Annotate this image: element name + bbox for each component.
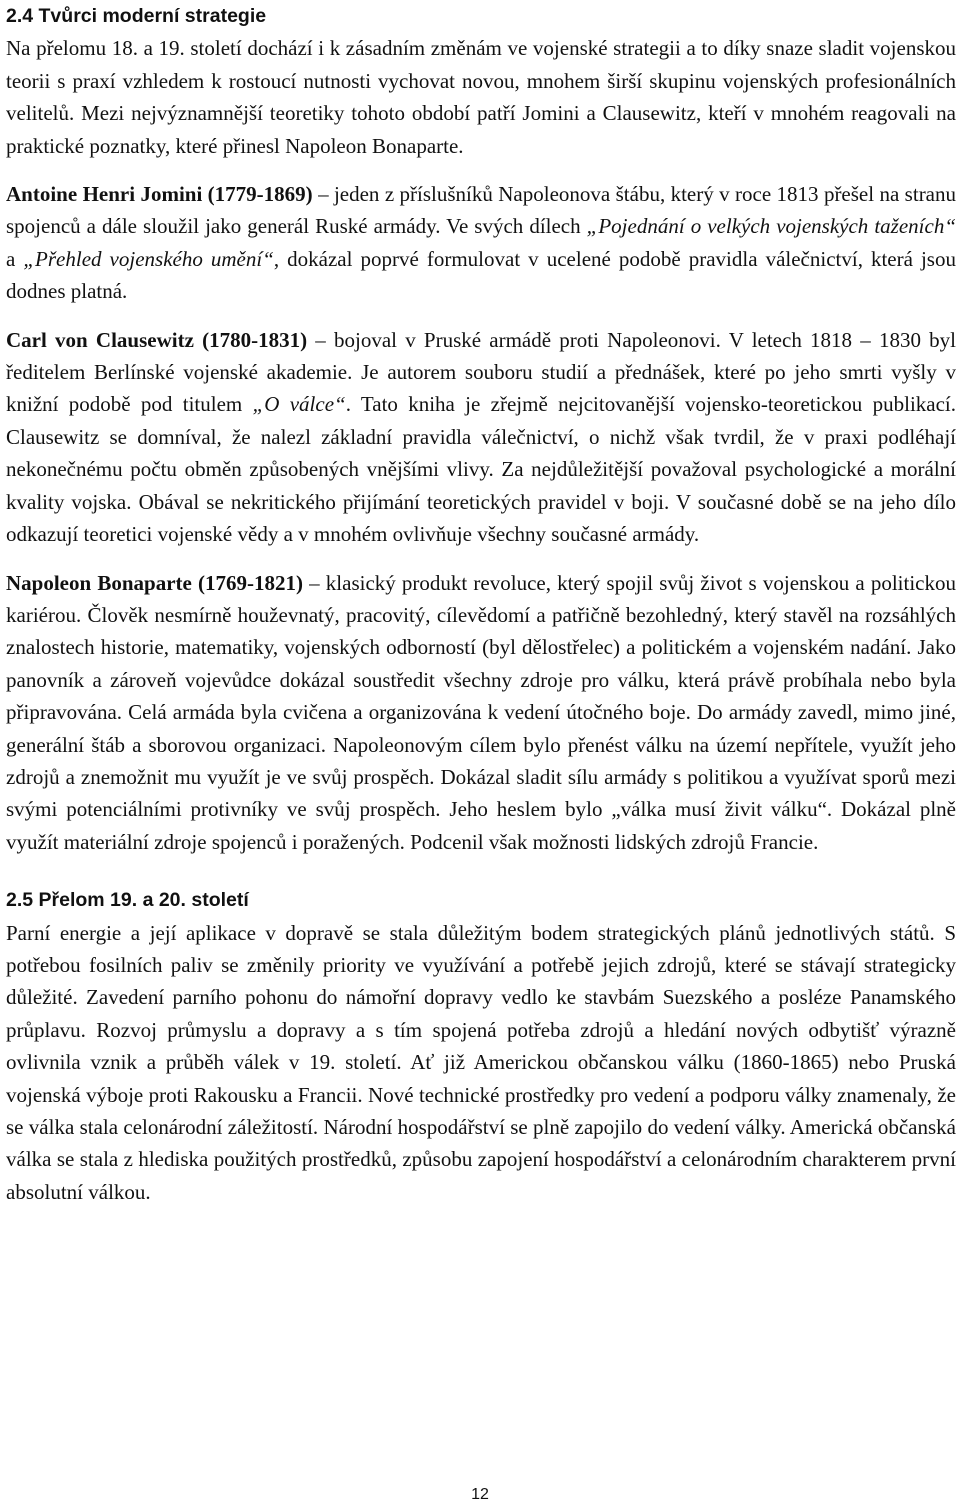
jomini-paragraph bbox=[6, 178, 956, 308]
jomini-text-1: – jeden z příslušníků Napoleonova štábu, který v roce 1813 přešel na stranu spojenců a dále sloužil jako generál Ruské armády. Ve svých dílech bbox=[6, 182, 957, 239]
clausewitz-text-2: . Tato kniha je zřejmě nejcitovanější vojensko-teoretickou publikací. Clausewitz se domníval, že nalezl základní pravidla válečnictví, o nichž však tvrdil, že v praxi podléhají nekonečnému počtu obměn způsobených vnějšími vlivy. Za nejdůležitější považoval psychologické a morální kvality vojska. Obával se nekritického přijímání teoretických pravidel v boji. V současné době se na jeho dílo odkazují teoretici vojenské vědy a v mnohém ovlivňuje všechny současné armády. bbox=[6, 392, 957, 547]
section-2-5-paragraph: Parní energie a její aplikace v dopravě se stala důležitým bodem strategických plánů jednotlivých států. S potřebou fosilních paliv se změnily priority ve využívání a potřebě jejich zdrojů, které se stávají strategicky důležité. Zavedení parního pohonu do námořní dopravy vedlo ke stavbám Suezského a posléze Panamského průplavu. Rozvoj průmyslu a dopravy a s tím spojená potřeba zdrojů a hledání nových odbytišť výrazně ovlivnila vznik a průběh válek v 19. století. Ať již Americkou občanskou válku (1860-1865) nebo Pruská vojenská výboje proti Rakousku a Francii. Nové technické prostředky pro vedení a podporu války znamenaly, že se válka stala celonárodní záležitostí. Národní hospodářství se plně zapojilo do vedení války. Americká občanská válka se stala z hlediska použitých prostředků, způsobu zapojení hospodářství a celonárodním charakterem první absolutní válkou. bbox=[6, 920, 956, 1204]
clausewitz-work: „O válce“ bbox=[252, 392, 346, 417]
jomini-work-2: „Přehled vojenského umění“ bbox=[23, 246, 274, 271]
jomini-text-2: a bbox=[6, 246, 24, 271]
document-page bbox=[6, 0, 956, 1208]
jomini-work-1: „Pojednání o velkých vojenských taženích“ bbox=[586, 214, 957, 239]
clausewitz-name: Carl von Clausewitz (1780-1831) bbox=[6, 327, 308, 352]
clausewitz-paragraph bbox=[6, 324, 956, 551]
section-heading-2-5: 2.5 Přelom 19. a 20. století bbox=[6, 889, 249, 912]
jomini-text-3: , dokázal poprvé formulovat v ucelené podobě pravidla válečnictví, která jsou dodnes platná. bbox=[6, 246, 956, 304]
page-number: 12 bbox=[471, 1486, 489, 1503]
napoleon-paragraph bbox=[6, 567, 956, 859]
jomini-name: Antoine Henri Jomini (1779-1869) bbox=[6, 182, 313, 207]
intro-paragraph: Na přelomu 18. a 19. století dochází i k zásadním změnám ve vojenské strategii a to díky snaze sladit vojenskou teorii s praxí vzhledem k rostoucí nutnosti vychovat novou, mnohem širší skupinu vojenských profesionálních velitelů. Mezi nejvýznamnější teoretiky tohoto období patří Jomini a Clausewitz, kteří v mnohém reagovali na praktické poznatky, které přinesl Napoleon Bonaparte. bbox=[6, 36, 956, 158]
clausewitz-text-1: – bojoval v Pruské armádě proti Napoleonovi. V letech 1818 – 1830 byl ředitelem Berlínské vojenské akademie. Je autorem souboru studií a přednášek, které po jeho smrti vyšly v knižní podobě pod titulem bbox=[6, 327, 956, 417]
napoleon-text: – klasický produkt revoluce, který spojil svůj život s vojenskou a politickou kariérou. Člověk nesmírně houževnatý, pracovitý, cílevědomí a patřičně bezohledný, který stavěl na rozsáhlých znalostech historie, matematiky, vojenských odborností (byl dělostřelec) a politickém a vojenském nadání. Jako panovník a zároveň vojevůdce dokázal soustředit všechny zdroje pro válku, která právě probíhala nebo byla připravována. Celá armáda byla cvičena a organizována k vedení útočného boje. Do armády zavedl, mimo jiné, generální štáb a sborovou organizaci. Napoleonovým cílem bylo přenést válku na území nepřítele, využít jeho zdrojů a znemožnit mu využít je ve svůj prospěch. Dokázal sladit sílu armády s politikou a využívat sporů mezi svými potenciálními protivníky ve svůj prospěch. Jeho heslem bylo „válka musí živit válku“. Dokázal plně využít materiální zdroje spojenců i poražených. Podcenil však možnosti lidských zdrojů Francie. bbox=[6, 570, 956, 854]
napoleon-name: Napoleon Bonaparte (1769-1821) bbox=[6, 570, 303, 595]
section-heading-2-4: 2.4 Tvůrci moderní strategie bbox=[6, 5, 267, 27]
